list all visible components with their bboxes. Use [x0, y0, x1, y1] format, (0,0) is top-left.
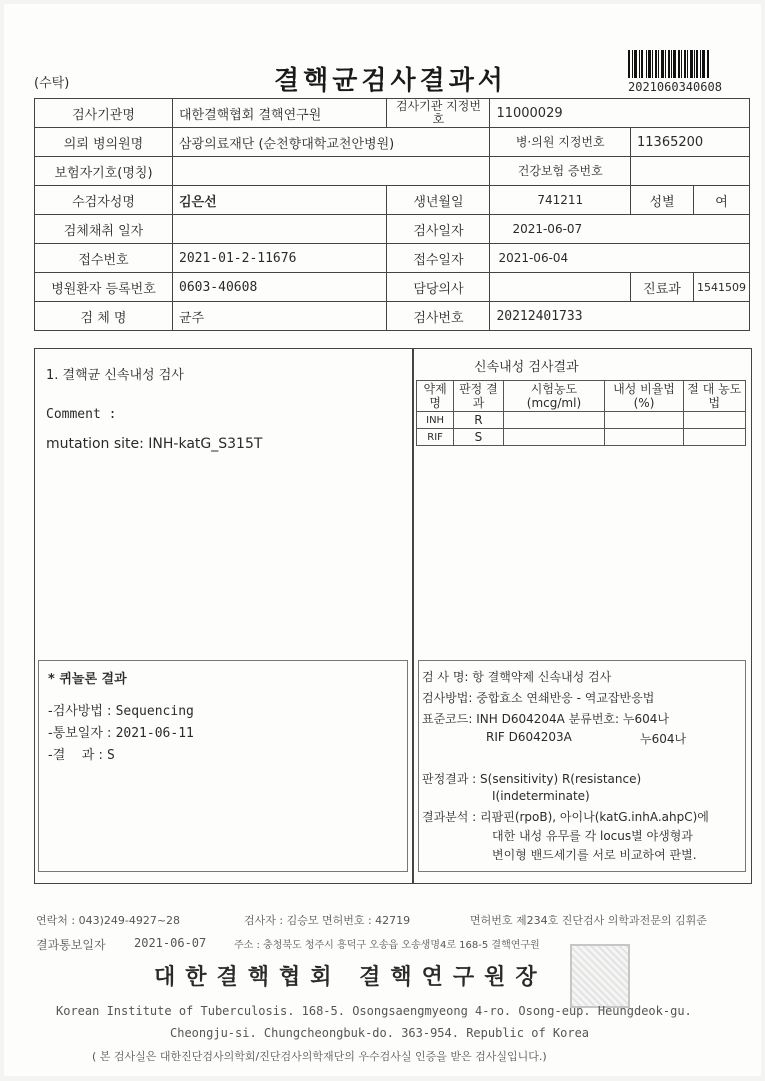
client-code-label: 병·의원 지정번호 — [490, 128, 631, 157]
document-title: 결핵균검사결과서 — [274, 66, 507, 96]
collect-label: 검체채취 일자 — [35, 215, 173, 244]
sex-value: 여 — [694, 186, 750, 215]
notice-label: -통보일자 : — [48, 726, 116, 741]
method-value: Sequencing — [115, 704, 194, 719]
report-date: 2021-06-07 — [134, 936, 207, 950]
birth-date: 741211 — [490, 186, 631, 215]
client-code: 11365200 — [631, 128, 750, 157]
dept-value: 1541509 — [694, 273, 750, 302]
results-header-cell: 약제명 — [417, 381, 454, 412]
english-address-1: Korean Institute of Tuberculosis. 168-5. Osongsaengmyeong 4-ro. Osong-eup. Heungdeok-gu. — [56, 1004, 692, 1018]
birth-label: 생년월일 — [387, 186, 490, 215]
drug-result: R — [454, 412, 503, 429]
receipt-number: 2021-01-2-11676 — [173, 244, 387, 273]
patient-name: 김은선 — [173, 186, 387, 215]
result-document — [4, 4, 761, 1076]
test-date: 2021-06-07 — [490, 215, 750, 244]
physician-license: 면허번호 제234호 진단검사 의학과전문의 김휘준 — [470, 914, 707, 927]
address: 주소 : 충청북도 청주시 흥덕구 오송읍 오송생명4로 168-5 결핵연구원 — [234, 940, 540, 951]
results-header-cell: 판정 결과 — [454, 381, 503, 412]
results-header-cell: 내성 비율법(%) — [605, 381, 683, 412]
specimen-label: 검 체 명 — [35, 302, 173, 331]
insured-label: 보험자기호(명칭) — [35, 157, 173, 186]
registration-label: 병원환자 등록번호 — [35, 273, 173, 302]
info-indeterminate: I(indeterminate) — [492, 789, 590, 803]
patient-label: 수검자성명 — [35, 186, 173, 215]
result-value: S — [106, 748, 115, 763]
health-no — [631, 157, 750, 186]
lab-code: 11000029 — [490, 99, 750, 128]
lab-code-label: 검사기관 지정번호 — [387, 99, 490, 128]
results-row — [417, 429, 746, 446]
collect-date — [173, 215, 387, 244]
quinolone-result — [48, 744, 115, 763]
english-address-2: Cheongju-si. Chungcheongbuk-do. 363-954. Republic of Korea — [170, 1026, 590, 1040]
result-label: -결 과 : — [48, 748, 107, 763]
empty-cell — [503, 412, 605, 429]
mutation-site: mutation site: INH-katG_S315T — [46, 436, 263, 452]
patient-info-table — [34, 98, 750, 331]
info-class-rif: 누604나 — [640, 732, 687, 746]
consignment-tag: (수탁) — [34, 76, 70, 91]
receipt-date: 2021-06-04 — [490, 244, 750, 273]
quinolone-box — [38, 660, 408, 872]
report-date-label: 결과통보일자 — [36, 938, 106, 952]
lab-name-label: 검사기관명 — [35, 99, 173, 128]
info-analysis-3: 변이형 밴드세기를 서로 비교하여 판별. — [492, 848, 697, 862]
health-no-label: 건강보험 증번호 — [490, 157, 631, 186]
quinolone-title: * 퀴놀론 결과 — [48, 672, 127, 687]
comment-label: Comment : — [46, 407, 117, 422]
info-method: 검사방법: 중합효소 연쇄반응 - 역교잡반응법 — [422, 691, 655, 705]
barcode — [628, 50, 738, 78]
lab-name: 대한결핵협회 결핵연구원 — [173, 99, 387, 128]
results-header-cell: 시험농도 (mcg/ml) — [503, 381, 605, 412]
contact: 연락처 : 043)249-4927~28 — [36, 914, 181, 927]
empty-cell — [503, 429, 605, 446]
tester: 검사자 : 김승모 면허번호 : 42719 — [244, 914, 411, 927]
test-heading: 1. 결핵균 신속내성 검사 — [46, 368, 184, 383]
client-label: 의뢰 병의원명 — [35, 128, 173, 157]
test-number: 20212401733 — [490, 302, 750, 331]
organization-name: 대한결핵협회 결핵연구원장 — [154, 965, 547, 990]
registration-number: 0603-40608 — [173, 273, 387, 302]
official-seal — [570, 944, 630, 1008]
sex-label: 성별 — [631, 186, 694, 215]
empty-cell — [683, 412, 745, 429]
receipt-date-label: 접수일자 — [387, 244, 490, 273]
info-code-inh: 표준코드: INH D604204A 분류번호: 누604나 — [422, 712, 669, 726]
quinolone-notice — [48, 722, 194, 741]
client-name: 삼광의료재단 (순천향대학교천안병원) — [173, 128, 490, 157]
certification-note: ( 본 검사실은 대한진단검사의학회/진단검사의학재단의 우수검사실 인증을 받은 검사실입니다.) — [92, 1050, 547, 1063]
method-label: -검사방법 : — [48, 704, 116, 719]
insured-value — [173, 157, 490, 186]
doctor-label: 담당의사 — [387, 273, 490, 302]
empty-cell — [605, 412, 683, 429]
test-date-label: 검사일자 — [387, 215, 490, 244]
notice-value: 2021-06-11 — [115, 726, 194, 741]
empty-cell — [605, 429, 683, 446]
quinolone-method — [48, 700, 194, 719]
receipt-label: 접수번호 — [35, 244, 173, 273]
drug-name: RIF — [417, 429, 454, 446]
results-table — [416, 380, 746, 446]
barcode-number: 2021060340608 — [628, 80, 722, 94]
empty-cell — [683, 429, 745, 446]
results-title: 신속내성 검사결과 — [474, 360, 579, 375]
info-code-rif: RIF D604203A — [486, 730, 572, 744]
info-judgement: 판정결과 : S(sensitivity) R(resistance) — [422, 772, 642, 786]
info-test-name: 검 사 명: 항 결핵약제 신속내성 검사 — [422, 670, 612, 684]
info-analysis-2: 대한 내성 유무를 각 locus별 야생형과 — [492, 829, 693, 843]
results-row — [417, 412, 746, 429]
specimen-value: 균주 — [173, 302, 387, 331]
results-header-row — [417, 381, 746, 412]
doctor-value — [490, 273, 631, 302]
info-analysis-1: 결과분석 : 리팜핀(rpoB), 아이나(katG.inhA.ahpC)에 — [422, 810, 709, 824]
drug-result: S — [454, 429, 503, 446]
dept-label: 진료과 — [631, 273, 694, 302]
test-number-label: 검사번호 — [387, 302, 490, 331]
drug-name: INH — [417, 412, 454, 429]
results-header-cell: 절 대 농도법 — [683, 381, 745, 412]
